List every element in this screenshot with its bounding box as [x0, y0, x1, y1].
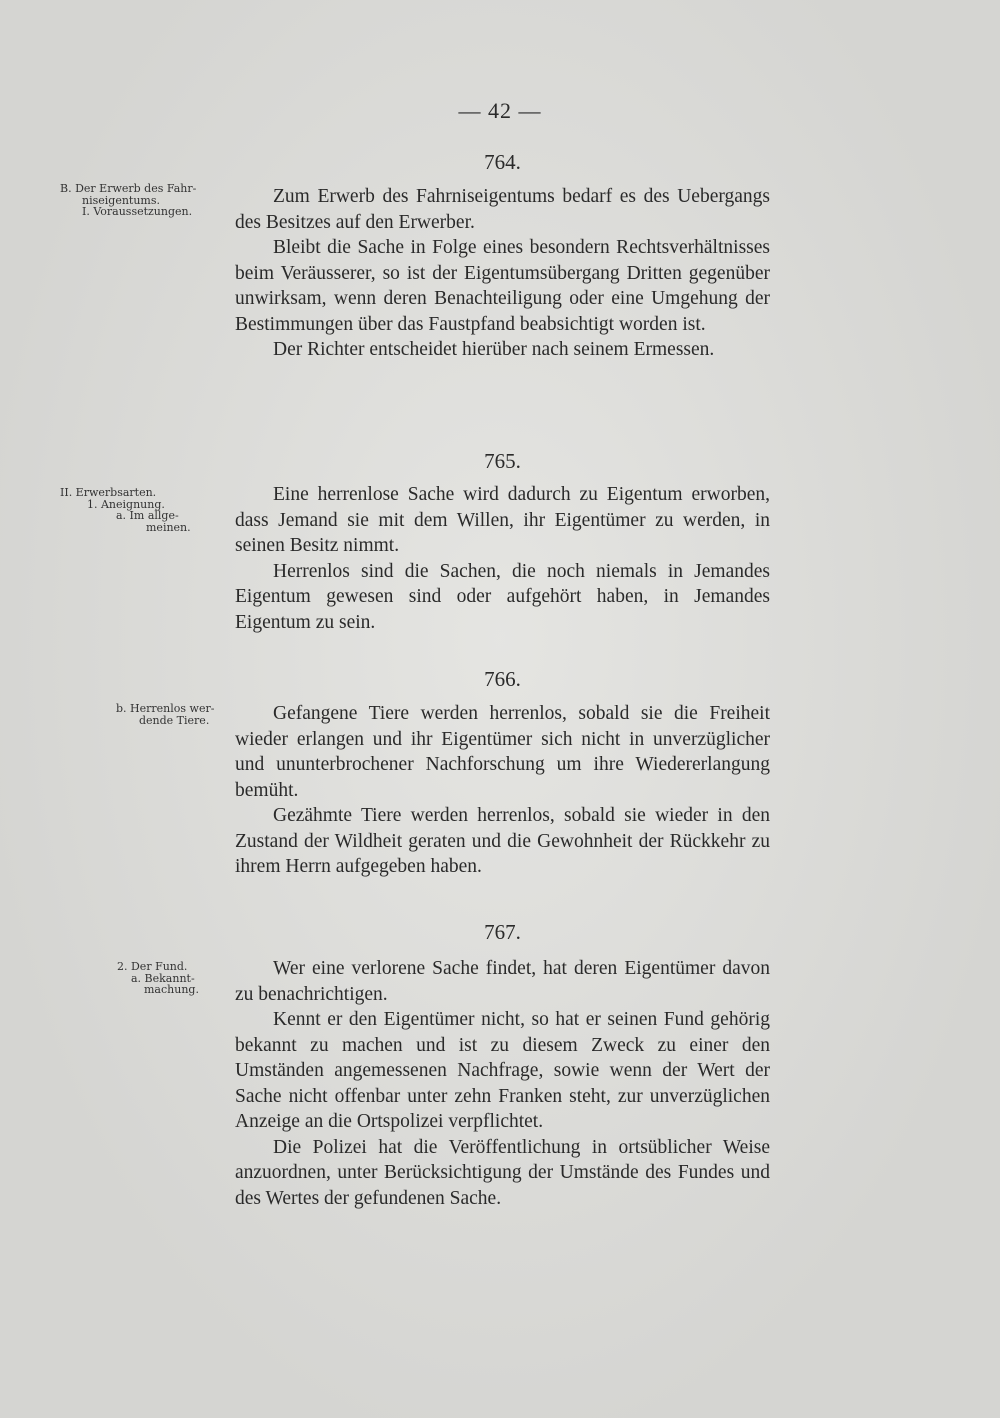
page-number: — 42 — [458, 98, 542, 123]
margin-note-line: machung. [144, 983, 199, 996]
article-767-text [235, 956, 770, 1211]
margin-note-line: 2. Der Fund. [117, 960, 188, 973]
margin-note-line: B. Der Erwerb des Fahr- [60, 182, 197, 195]
article-paragraph: Eine herrenlose Sache wird dadurch zu Eigentum erworben, dass Jemand sie mit dem Willen, ihr Eigentümer zu werden, in seinen Besitz nimmt. [235, 484, 770, 556]
margin-note-line: 1. Aneignung. [87, 497, 165, 511]
margin-note-line: meinen. [146, 520, 191, 534]
article-paragraph: Wer eine verlorene Sache findet, hat deren Eigentümer davon zu benachrichtigen. [235, 958, 770, 1005]
article-paragraph: Die Polizei hat die Veröffentlichung in ortsüblicher Weise anzuordnen, unter Berücksichtigung der Umstände des Fundes und des Wertes der gefundenen Sache. [235, 1136, 770, 1209]
article-765-text [235, 482, 770, 635]
margin-note-line: b. Herrenlos wer- [116, 702, 215, 715]
article-paragraph: Der Richter entscheidet hierüber nach seinem Ermessen. [273, 339, 715, 360]
article-766-text [235, 701, 770, 880]
article-number-765: 765. [484, 449, 521, 473]
article-paragraph: Gezähmte Tiere werden herrenlos, sobald sie wieder in den Zustand der Wildheit geraten und die Gewohnheit der Rückkehr zu ihrem Herrn aufgegeben haben. [235, 805, 770, 877]
article-number-766: 766. [484, 667, 521, 691]
margin-note-ownerless-animals [60, 703, 218, 726]
article-paragraph: Kennt er den Eigentümer nicht, so hat er seinen Fund gehörig bekannt zu machen und ist zu diesem Zweck zu einer den Umständen angemessenen Nachfrage, sowie wenn der Wert der Sache nicht offenbar unter zehn Franken steht, zur unverzüglichen Anzeige an die Ortspolizei verpflichtet. [235, 1009, 770, 1132]
margin-note-line: I. Voraussetzungen. [82, 205, 193, 218]
article-number-764: 764. [484, 150, 521, 174]
margin-note-acquisition-prerequisites [60, 183, 218, 218]
article-paragraph: Bleibt die Sache in Folge eines besondern Rechtsverhältnisses beim Veräusserer, so ist der Eigentumsübergang Dritten gegenüber unwirksam, wenn deren Benachteiligung oder eine Umgehung der Bestimmungen über das Faustpfand beabsichtigt worden ist. [235, 237, 770, 335]
margin-note-line: a. Bekannt- [131, 971, 195, 985]
article-paragraph: Zum Erwerb des Fahrniseigentums bedarf es des Uebergangs des Besitzes auf den Erwerber. [235, 186, 770, 233]
margin-note-line: a. Im allge- [116, 509, 179, 522]
margin-note-line: dende Tiere. [139, 713, 210, 727]
article-number-767: 767. [484, 920, 521, 944]
margin-note-line: II. Erwerbsarten. [60, 486, 157, 499]
margin-note-acquisition-types [60, 487, 218, 533]
article-paragraph: Herrenlos sind die Sachen, die noch niemals in Jemandes Eigentum gewesen sind oder aufgehört haben, in Jemandes Eigentum zu sein. [235, 560, 770, 633]
article-paragraph: Gefangene Tiere werden herrenlos, sobald sie die Freiheit wieder erlangen und ihr Eigentümer sich nicht in unverzüglicher und ununterbrochener Nachforschung um ihre Wiedererlangung bemüht. [235, 703, 770, 801]
margin-note-line: niseigentums. [82, 193, 160, 207]
article-764-text [235, 184, 770, 363]
margin-note-found-property [60, 961, 218, 996]
